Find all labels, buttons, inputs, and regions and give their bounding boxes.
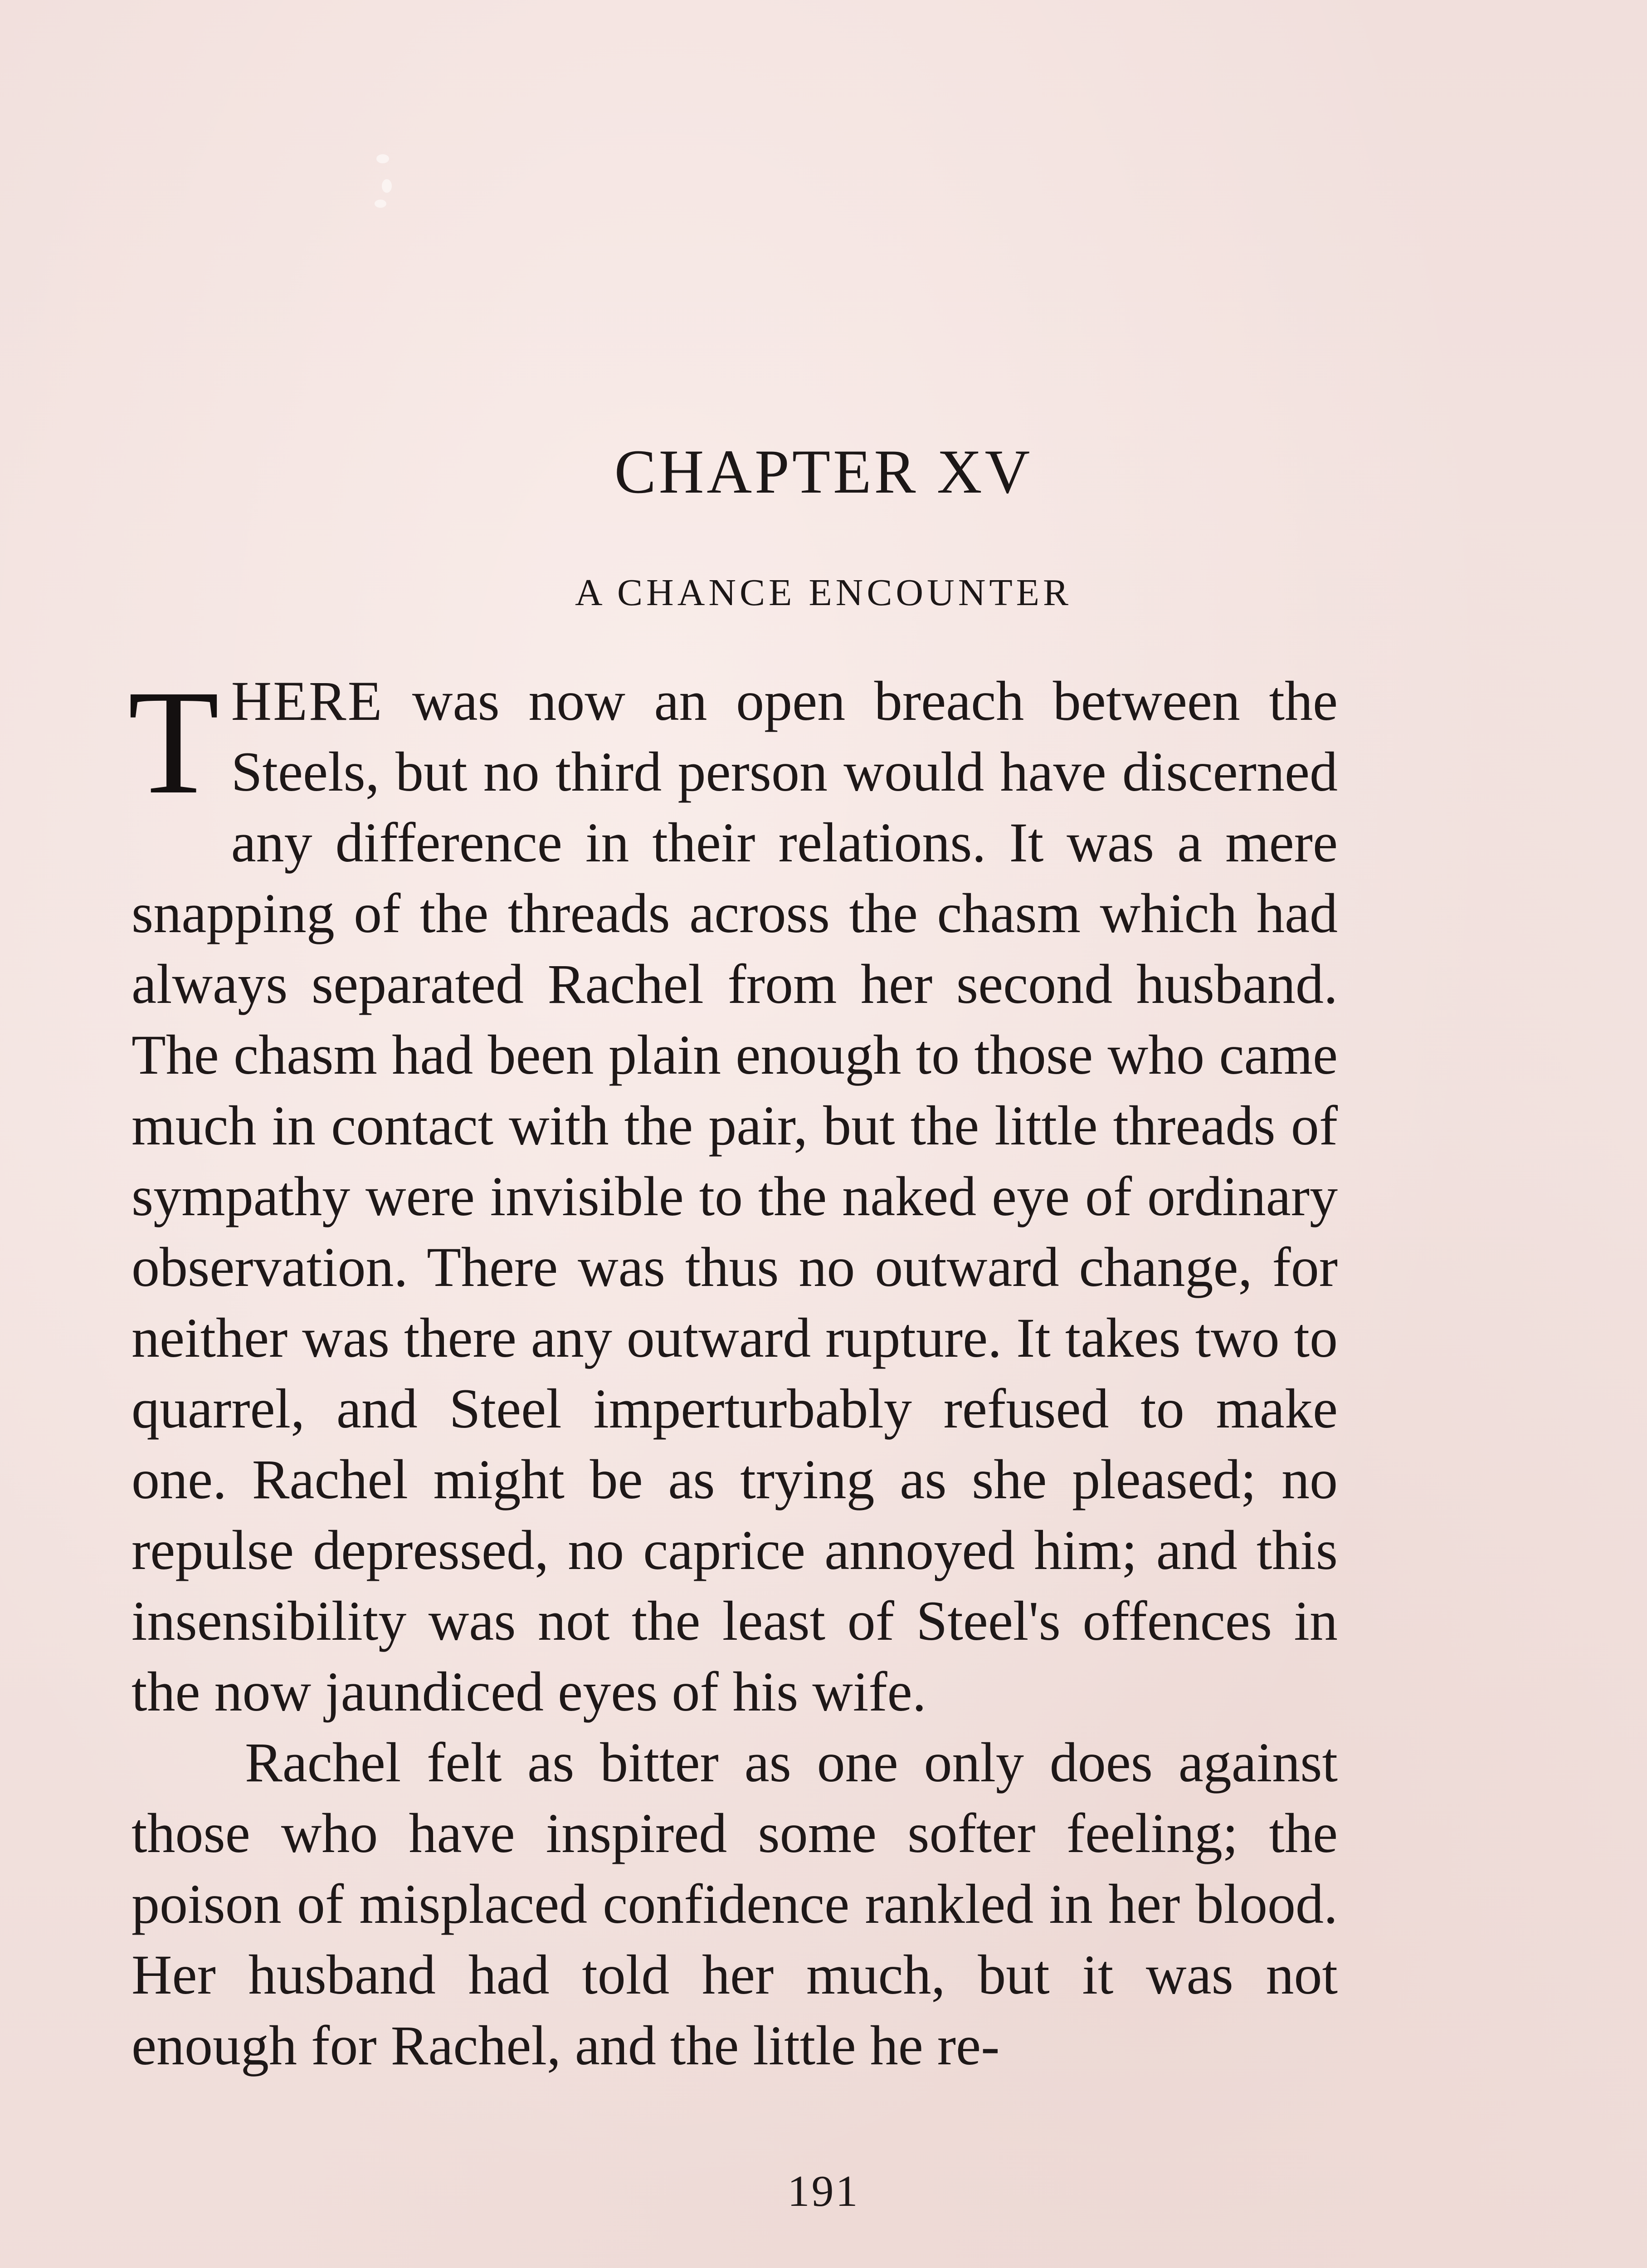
drop-cap: T (128, 660, 219, 825)
paper-speck (382, 179, 392, 193)
paragraph-1-text: was now an open breach between the Steels, but no third person would have discerned any difference in their relations. It was a mere snapping of the threads across the chasm which had always separated Rachel from her second husband. The chasm had been plain enough to those who came much in contact with the pair, but the little threads of sympathy were invisible to the naked eye of ordinary observation. There was thus no outward change, for neither was there any outward rupture. It takes two to quarrel, and Steel imperturbably refused to make one. Rachel might be as trying as she pleased; no repulse depressed, no caprice annoyed him; and this insensibility was not the least of Steel's offences in the now jaundiced eyes of his wife. (132, 670, 1338, 1723)
paragraph-1 (128, 660, 1338, 1727)
first-word-rest: HERE (231, 670, 384, 732)
paper-speck (376, 154, 389, 163)
chapter-title: A CHANCE ENCOUNTER (575, 572, 1072, 614)
chapter-heading: CHAPTER XV (614, 437, 1033, 506)
body-text (128, 660, 1338, 2081)
page-number: 191 (787, 2167, 860, 2216)
paper-speck (375, 200, 386, 208)
paragraph-2: Rachel felt as bitter as one only does against those who have inspired some softer feeling; the poison of misplaced confidence rankled in her blood. Her husband had told her much, but it was not enough for Rachel, and the little he re- (132, 1731, 1338, 2077)
